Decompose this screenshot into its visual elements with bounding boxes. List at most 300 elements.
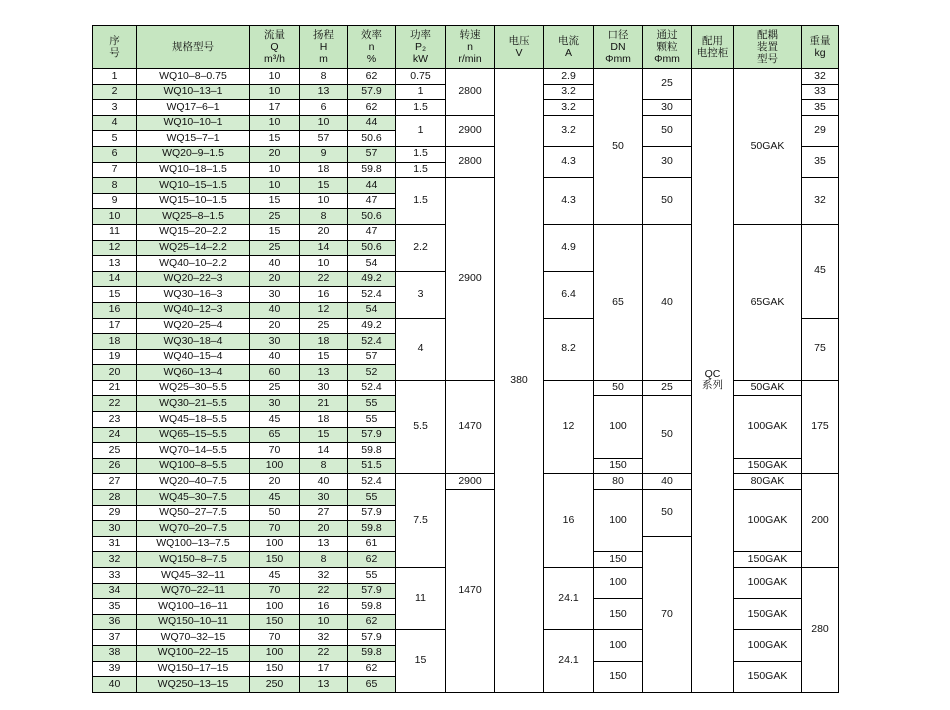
row-flow: 100 (250, 645, 300, 661)
row-head: 30 (300, 380, 348, 396)
row-head: 10 (300, 256, 348, 272)
cell-coupling: 150GAK (734, 661, 802, 692)
row-head: 13 (300, 536, 348, 552)
row-head: 8 (300, 552, 348, 568)
row-efficiency: 59.8 (348, 645, 396, 661)
row-no: 8 (93, 178, 137, 194)
cell-diameter: 80 (594, 474, 643, 490)
row-model: WQ10–15–1.5 (137, 178, 250, 194)
row-efficiency: 62 (348, 661, 396, 677)
row-no: 19 (93, 349, 137, 365)
row-no: 17 (93, 318, 137, 334)
cell-current: 16 (544, 474, 594, 568)
row-model: WQ20–25–4 (137, 318, 250, 334)
row-model: WQ70–20–7.5 (137, 521, 250, 537)
cell-speed: 1470 (446, 380, 495, 474)
row-head: 25 (300, 318, 348, 334)
row-no: 1 (93, 69, 137, 85)
row-no: 39 (93, 661, 137, 677)
row-efficiency: 55 (348, 568, 396, 584)
row-flow: 250 (250, 677, 300, 693)
cell-diameter: 150 (594, 552, 643, 568)
row-model: WQ25–14–2.2 (137, 240, 250, 256)
cell-current: 8.2 (544, 318, 594, 380)
row-head: 30 (300, 490, 348, 506)
row-flow: 25 (250, 380, 300, 396)
row-efficiency: 57.9 (348, 505, 396, 521)
cell-coupling: 100GAK (734, 396, 802, 458)
row-model: WQ65–15–5.5 (137, 427, 250, 443)
cell-power: 15 (396, 630, 446, 692)
row-head: 32 (300, 630, 348, 646)
header-diameter: 口径 DN Φmm (594, 26, 643, 69)
row-model: WQ60–13–4 (137, 365, 250, 381)
cell-current: 4.3 (544, 146, 594, 177)
row-head: 20 (300, 521, 348, 537)
row-flow: 45 (250, 412, 300, 428)
header-flow: 流量 Q m³/h (250, 26, 300, 69)
row-model: WQ25–8–1.5 (137, 209, 250, 225)
row-head: 12 (300, 302, 348, 318)
row-model: WQ40–15–4 (137, 349, 250, 365)
row-model: WQ100–22–15 (137, 645, 250, 661)
row-no: 28 (93, 490, 137, 506)
row-no: 2 (93, 84, 137, 100)
cell-power: 1.5 (396, 146, 446, 162)
row-no: 40 (93, 677, 137, 693)
row-flow: 20 (250, 271, 300, 287)
row-model: WQ15–10–1.5 (137, 193, 250, 209)
row-efficiency: 62 (348, 552, 396, 568)
row-efficiency: 59.8 (348, 162, 396, 178)
header-voltage: 电压 V (495, 26, 544, 69)
row-model: WQ100–16–11 (137, 599, 250, 615)
row-efficiency: 62 (348, 614, 396, 630)
row-model: WQ15–20–2.2 (137, 224, 250, 240)
cell-diameter: 100 (594, 630, 643, 661)
row-no: 6 (93, 146, 137, 162)
cell-current: 24.1 (544, 630, 594, 692)
row-flow: 15 (250, 193, 300, 209)
row-no: 7 (93, 162, 137, 178)
row-model: WQ30–18–4 (137, 334, 250, 350)
row-no: 12 (93, 240, 137, 256)
row-no: 25 (93, 443, 137, 459)
row-no: 21 (93, 380, 137, 396)
row-no: 26 (93, 458, 137, 474)
row-efficiency: 52.4 (348, 474, 396, 490)
cell-coupling: 50GAK (734, 380, 802, 396)
row-model: WQ50–27–7.5 (137, 505, 250, 521)
cell-particle: 50 (643, 396, 692, 474)
row-no: 4 (93, 115, 137, 131)
row-model: WQ20–22–3 (137, 271, 250, 287)
row-model: WQ150–8–7.5 (137, 552, 250, 568)
cell-speed: 2900 (446, 178, 495, 381)
cell-current: 3.2 (544, 115, 594, 146)
row-model: WQ100–13–7.5 (137, 536, 250, 552)
row-no: 10 (93, 209, 137, 225)
row-efficiency: 52 (348, 365, 396, 381)
cell-weight: 29 (802, 115, 839, 146)
cell-power: 2.2 (396, 224, 446, 271)
row-efficiency: 51.5 (348, 458, 396, 474)
cell-particle: 40 (643, 224, 692, 380)
cell-coupling: 50GAK (734, 69, 802, 225)
row-head: 22 (300, 645, 348, 661)
row-no: 36 (93, 614, 137, 630)
row-head: 22 (300, 583, 348, 599)
row-flow: 60 (250, 365, 300, 381)
row-no: 27 (93, 474, 137, 490)
row-head: 18 (300, 412, 348, 428)
row-flow: 25 (250, 240, 300, 256)
row-efficiency: 55 (348, 412, 396, 428)
row-flow: 10 (250, 69, 300, 85)
row-efficiency: 50.6 (348, 240, 396, 256)
row-head: 8 (300, 458, 348, 474)
row-efficiency: 65 (348, 677, 396, 693)
row-head: 13 (300, 677, 348, 693)
row-flow: 45 (250, 490, 300, 506)
cell-current: 2.9 (544, 69, 594, 85)
cell-particle: 40 (643, 474, 692, 490)
row-flow: 10 (250, 84, 300, 100)
row-no: 24 (93, 427, 137, 443)
header-head: 扬程 H m (300, 26, 348, 69)
cell-particle: 30 (643, 100, 692, 116)
row-head: 16 (300, 599, 348, 615)
row-efficiency: 49.2 (348, 271, 396, 287)
row-flow: 20 (250, 474, 300, 490)
row-flow: 10 (250, 115, 300, 131)
header-no: 序 号 (93, 26, 137, 69)
row-no: 11 (93, 224, 137, 240)
cell-power: 7.5 (396, 474, 446, 568)
row-flow: 70 (250, 583, 300, 599)
row-no: 35 (93, 599, 137, 615)
pump-spec-table (92, 25, 839, 693)
cell-coupling: 150GAK (734, 552, 802, 568)
row-model: WQ10–13–1 (137, 84, 250, 100)
row-model: WQ20–40–7.5 (137, 474, 250, 490)
cell-coupling: 150GAK (734, 458, 802, 474)
row-no: 5 (93, 131, 137, 147)
row-no: 3 (93, 100, 137, 116)
row-head: 18 (300, 162, 348, 178)
cell-diameter: 150 (594, 458, 643, 474)
row-model: WQ45–30–7.5 (137, 490, 250, 506)
row-efficiency: 47 (348, 224, 396, 240)
cell-weight: 33 (802, 84, 839, 100)
cell-weight: 175 (802, 380, 839, 474)
row-no: 14 (93, 271, 137, 287)
table-row (93, 69, 839, 85)
row-flow: 70 (250, 630, 300, 646)
cell-control: QC 系列 (692, 69, 734, 693)
row-efficiency: 44 (348, 178, 396, 194)
row-no: 31 (93, 536, 137, 552)
row-model: WQ10–10–1 (137, 115, 250, 131)
row-flow: 40 (250, 349, 300, 365)
row-flow: 65 (250, 427, 300, 443)
cell-diameter: 65 (594, 224, 643, 380)
row-efficiency: 44 (348, 115, 396, 131)
cell-speed: 2900 (446, 115, 495, 146)
row-head: 32 (300, 568, 348, 584)
row-flow: 10 (250, 162, 300, 178)
cell-current: 3.2 (544, 84, 594, 100)
header-row (93, 26, 839, 69)
row-head: 14 (300, 443, 348, 459)
row-model: WQ250–13–15 (137, 677, 250, 693)
row-head: 15 (300, 427, 348, 443)
row-head: 15 (300, 178, 348, 194)
cell-diameter: 100 (594, 568, 643, 599)
row-model: WQ150–10–11 (137, 614, 250, 630)
row-head: 21 (300, 396, 348, 412)
cell-power: 1.5 (396, 162, 446, 178)
row-model: WQ40–12–3 (137, 302, 250, 318)
row-model: WQ10–8–0.75 (137, 69, 250, 85)
header-speed: 转速 n r/min (446, 26, 495, 69)
row-model: WQ10–18–1.5 (137, 162, 250, 178)
row-flow: 100 (250, 536, 300, 552)
row-flow: 70 (250, 443, 300, 459)
row-no: 18 (93, 334, 137, 350)
cell-current: 3.2 (544, 100, 594, 116)
cell-coupling: 65GAK (734, 224, 802, 380)
row-model: WQ70–22–11 (137, 583, 250, 599)
row-flow: 20 (250, 146, 300, 162)
row-model: WQ25–30–5.5 (137, 380, 250, 396)
cell-coupling: 100GAK (734, 568, 802, 599)
row-flow: 50 (250, 505, 300, 521)
cell-weight: 32 (802, 178, 839, 225)
cell-speed: 1470 (446, 490, 495, 693)
row-efficiency: 57.9 (348, 583, 396, 599)
row-efficiency: 57 (348, 146, 396, 162)
cell-power: 0.75 (396, 69, 446, 85)
row-efficiency: 52.4 (348, 287, 396, 303)
row-flow: 15 (250, 224, 300, 240)
row-efficiency: 62 (348, 69, 396, 85)
header-power: 功率 P₂ kW (396, 26, 446, 69)
cell-particle: 70 (643, 536, 692, 692)
cell-diameter: 100 (594, 490, 643, 552)
row-efficiency: 54 (348, 302, 396, 318)
row-flow: 150 (250, 552, 300, 568)
row-head: 17 (300, 661, 348, 677)
header-model: 规格型号 (137, 26, 250, 69)
row-efficiency: 59.8 (348, 443, 396, 459)
row-no: 22 (93, 396, 137, 412)
row-flow: 40 (250, 256, 300, 272)
cell-diameter: 50 (594, 69, 643, 225)
cell-current: 4.3 (544, 178, 594, 225)
header-coupling: 配耦 装置 型号 (734, 26, 802, 69)
row-model: WQ17–6–1 (137, 100, 250, 116)
cell-power: 11 (396, 568, 446, 630)
cell-speed: 2900 (446, 474, 495, 490)
row-head: 16 (300, 287, 348, 303)
cell-weight: 280 (802, 568, 839, 693)
row-no: 29 (93, 505, 137, 521)
cell-weight: 200 (802, 474, 839, 568)
row-head: 9 (300, 146, 348, 162)
row-head: 6 (300, 100, 348, 116)
row-efficiency: 59.8 (348, 599, 396, 615)
row-flow: 100 (250, 458, 300, 474)
cell-power: 4 (396, 318, 446, 380)
row-head: 8 (300, 69, 348, 85)
cell-diameter: 100 (594, 396, 643, 458)
row-head: 10 (300, 115, 348, 131)
row-head: 10 (300, 193, 348, 209)
row-no: 33 (93, 568, 137, 584)
table-body (93, 69, 839, 693)
row-flow: 45 (250, 568, 300, 584)
row-head: 13 (300, 84, 348, 100)
cell-weight: 75 (802, 318, 839, 380)
row-no: 30 (93, 521, 137, 537)
cell-weight: 45 (802, 224, 839, 318)
row-model: WQ150–17–15 (137, 661, 250, 677)
row-efficiency: 57 (348, 349, 396, 365)
cell-particle: 50 (643, 115, 692, 146)
cell-current: 4.9 (544, 224, 594, 271)
row-model: WQ20–9–1.5 (137, 146, 250, 162)
cell-coupling: 100GAK (734, 490, 802, 552)
row-efficiency: 59.8 (348, 521, 396, 537)
row-head: 27 (300, 505, 348, 521)
row-flow: 10 (250, 178, 300, 194)
row-efficiency: 47 (348, 193, 396, 209)
cell-power: 5.5 (396, 380, 446, 474)
cell-weight: 35 (802, 146, 839, 177)
cell-diameter: 150 (594, 661, 643, 692)
header-current: 电流 A (544, 26, 594, 69)
row-head: 8 (300, 209, 348, 225)
header-efficiency: 效率 n % (348, 26, 396, 69)
row-no: 20 (93, 365, 137, 381)
cell-power: 1.5 (396, 100, 446, 116)
row-head: 10 (300, 614, 348, 630)
cell-power: 1.5 (396, 178, 446, 225)
row-model: WQ70–32–15 (137, 630, 250, 646)
row-flow: 30 (250, 396, 300, 412)
row-efficiency: 49.2 (348, 318, 396, 334)
row-no: 34 (93, 583, 137, 599)
row-model: WQ70–14–5.5 (137, 443, 250, 459)
row-efficiency: 57.9 (348, 427, 396, 443)
cell-current: 24.1 (544, 568, 594, 630)
row-efficiency: 50.6 (348, 209, 396, 225)
row-model: WQ45–32–11 (137, 568, 250, 584)
cell-particle: 25 (643, 380, 692, 396)
cell-current: 6.4 (544, 271, 594, 318)
row-flow: 15 (250, 131, 300, 147)
row-model: WQ30–21–5.5 (137, 396, 250, 412)
row-efficiency: 55 (348, 490, 396, 506)
header-particle: 通过 颗粒 Φmm (643, 26, 692, 69)
row-model: WQ100–8–5.5 (137, 458, 250, 474)
row-head: 20 (300, 224, 348, 240)
row-model: WQ45–18–5.5 (137, 412, 250, 428)
cell-power: 1 (396, 115, 446, 146)
row-efficiency: 62 (348, 100, 396, 116)
row-flow: 17 (250, 100, 300, 116)
cell-coupling: 100GAK (734, 630, 802, 661)
row-model: WQ15–7–1 (137, 131, 250, 147)
row-efficiency: 50.6 (348, 131, 396, 147)
row-head: 13 (300, 365, 348, 381)
row-flow: 40 (250, 302, 300, 318)
cell-diameter: 150 (594, 599, 643, 630)
row-no: 23 (93, 412, 137, 428)
cell-weight: 32 (802, 69, 839, 85)
row-flow: 70 (250, 521, 300, 537)
row-flow: 20 (250, 318, 300, 334)
row-flow: 25 (250, 209, 300, 225)
row-flow: 30 (250, 334, 300, 350)
row-head: 57 (300, 131, 348, 147)
row-no: 9 (93, 193, 137, 209)
cell-particle: 25 (643, 69, 692, 100)
row-model: WQ30–16–3 (137, 287, 250, 303)
cell-particle: 50 (643, 490, 692, 537)
cell-coupling: 80GAK (734, 474, 802, 490)
row-head: 22 (300, 271, 348, 287)
row-model: WQ40–10–2.2 (137, 256, 250, 272)
row-efficiency: 52.4 (348, 334, 396, 350)
cell-diameter: 50 (594, 380, 643, 396)
row-no: 16 (93, 302, 137, 318)
row-head: 18 (300, 334, 348, 350)
row-efficiency: 57.9 (348, 630, 396, 646)
row-efficiency: 61 (348, 536, 396, 552)
row-no: 15 (93, 287, 137, 303)
row-head: 14 (300, 240, 348, 256)
row-efficiency: 52.4 (348, 380, 396, 396)
cell-power: 3 (396, 271, 446, 318)
row-efficiency: 57.9 (348, 84, 396, 100)
row-flow: 150 (250, 614, 300, 630)
row-efficiency: 55 (348, 396, 396, 412)
cell-voltage: 380 (495, 69, 544, 693)
cell-coupling: 150GAK (734, 599, 802, 630)
row-no: 32 (93, 552, 137, 568)
row-flow: 30 (250, 287, 300, 303)
cell-power: 1 (396, 84, 446, 100)
row-flow: 150 (250, 661, 300, 677)
cell-particle: 50 (643, 178, 692, 225)
cell-current: 12 (544, 380, 594, 474)
cell-weight: 35 (802, 100, 839, 116)
cell-speed: 2800 (446, 146, 495, 177)
row-no: 37 (93, 630, 137, 646)
row-no: 38 (93, 645, 137, 661)
header-weight: 重量 kg (802, 26, 839, 69)
row-head: 40 (300, 474, 348, 490)
row-head: 15 (300, 349, 348, 365)
header-control: 配用 电控柜 (692, 26, 734, 69)
cell-speed: 2800 (446, 69, 495, 116)
cell-particle: 30 (643, 146, 692, 177)
row-flow: 100 (250, 599, 300, 615)
row-efficiency: 54 (348, 256, 396, 272)
row-no: 13 (93, 256, 137, 272)
